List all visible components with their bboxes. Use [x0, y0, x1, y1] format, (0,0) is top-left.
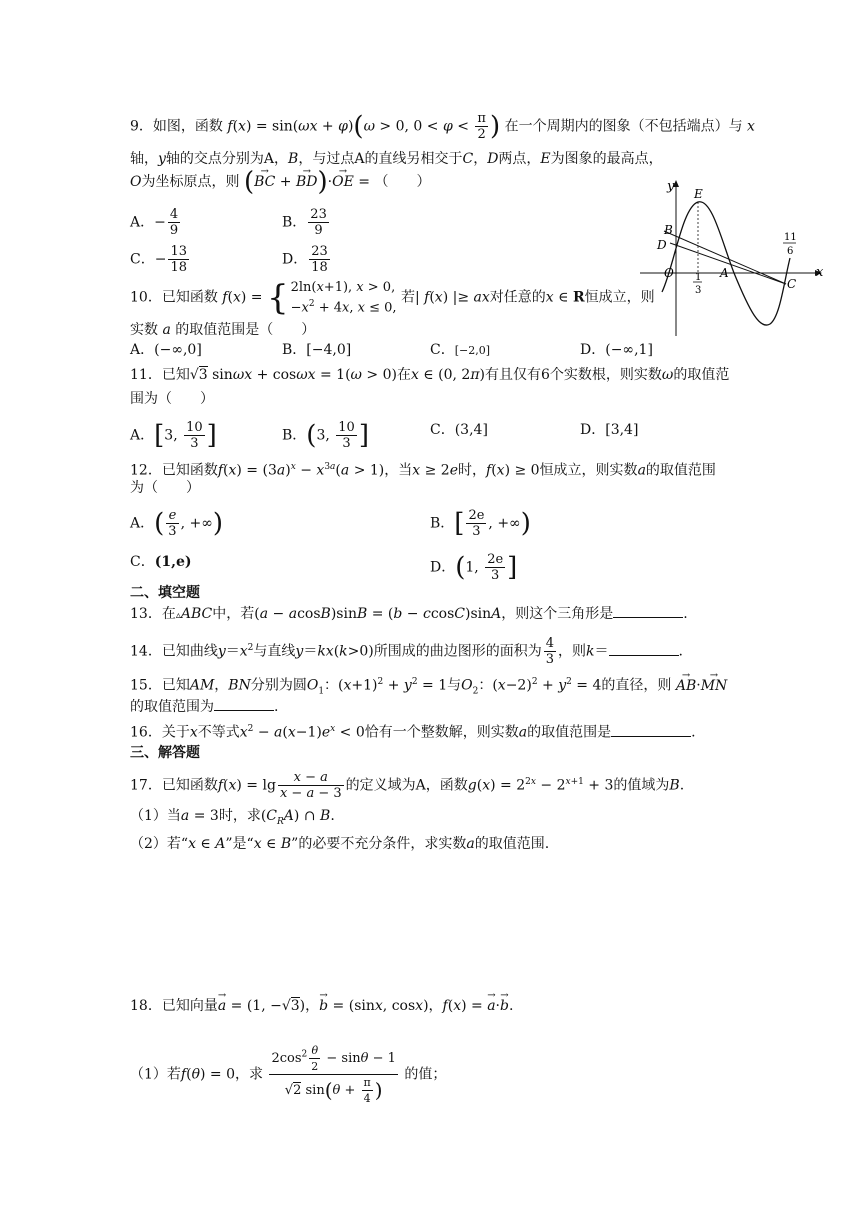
- q12-option-c[interactable]: C．(1,e): [130, 554, 192, 570]
- q9-option-a[interactable]: A．− $\frac{4}{9}$: [130, 207, 179, 238]
- q12-line1: 12．已知函数$f(x) = (3a)^x - x^{3a}(a > 1)$，当x ≥ 2e时，f(x) ≥ 0恒成立，则实数a的取值范围: [130, 462, 716, 479]
- q11-line2: 围为（ ）: [130, 391, 214, 407]
- q18-line1: 18．已知向量→ a = (1, −√3)，→ b = (sinx, cosx)，f(x) = → a·→ b.: [130, 996, 513, 1016]
- q10-option-c[interactable]: C．[−2,0]: [430, 342, 491, 358]
- q17-part1: （1）当a = 3时，求$(C_RA)$ ∩ B.: [130, 808, 335, 827]
- label-c: C: [787, 277, 797, 291]
- q9-option-c[interactable]: C．− $\frac{13}{18}$: [130, 244, 187, 275]
- q17-line1: 17．已知函数f(x) = lg $\frac{x - a}{x - a - 3}$ 的定义域为A，函数$g(x) = 2^{2x} - 2^{x+1} + 3$的值域为B.: [130, 770, 685, 801]
- q13-line: 13．在▵ABC中，若(a − acosB)sinB = (b − ccosC)sinA，则这个三角形是 .: [130, 603, 688, 626]
- q11-option-d[interactable]: D．[3,4]: [580, 422, 639, 438]
- y-label: y: [667, 179, 675, 194]
- sine-curve: [662, 202, 790, 325]
- q10-line2: 实数 a 的取值范围是（ ）: [130, 322, 316, 338]
- q9-line1: 9．如图，函数 f(x) = sin(ωx + φ)(ω > 0, 0 < φ < $\frac{\pi}{2}$ ) 在一个周期内的图象（不包括端点）与 x: [130, 111, 755, 142]
- q10-option-b[interactable]: B．[−4,0]: [282, 342, 352, 358]
- section-fill-in-heading: 二、填空题: [130, 585, 200, 601]
- label-b: B: [664, 223, 673, 237]
- q14-line: 14．已知曲线$y=x^2$与直线y＝kx(k>0)所围成的曲边图形的面积为 $\frac{4}{3}$ ，则k＝ .: [130, 636, 683, 667]
- q11-option-b[interactable]: B．(3, $\frac{10}{3}$ ]: [282, 420, 369, 451]
- q10-option-d[interactable]: D．(−∞,1]: [580, 342, 653, 358]
- section-solve-heading: 三、解答题: [130, 745, 200, 761]
- q16-answer-blank[interactable]: [611, 722, 691, 737]
- tick-eleven: 11: [784, 232, 797, 243]
- q10-line1: 10．已知函数 f(x) = { 2ln(x+1), x > 0, $-x^2 + 4x$, x ≤ 0, 若| f(x) |≥ ax对任意的x ∈ R恒成立，则: [130, 277, 655, 318]
- label-e: E: [694, 187, 703, 201]
- q11-option-c[interactable]: C．(3,4]: [430, 422, 488, 438]
- q9-line3: O为坐标原点，则 (→ BC + → BD)·→ OE = （ ）: [130, 172, 430, 192]
- q15-line1: 15．已知AM，BN分别为圆$O_1$：$(x+1)^2 + y^2 = 1$与$O_2$：$(x-2)^2 + y^2 = 4$的直径，则 → AB·→ MN: [130, 672, 727, 701]
- q10-option-a[interactable]: A．(−∞,0]: [130, 342, 202, 358]
- q12-line2: 为（ ）: [130, 480, 200, 496]
- q12-option-b[interactable]: B．[ $\frac{2e}{3}$ , +∞): [430, 508, 531, 539]
- q9-line2: 轴，y轴的交点分别为A，B，与过点A的直线另相交于C，D两点，E为图象的最高点，: [130, 151, 663, 167]
- q9-option-d[interactable]: D． $\frac{23}{18}$: [282, 244, 328, 275]
- q9-option-b[interactable]: B． $\frac{23}{9}$: [282, 207, 327, 238]
- label-a: A: [720, 266, 729, 280]
- tick-six: 6: [787, 246, 794, 257]
- q15-answer-blank[interactable]: [214, 696, 274, 711]
- q17-part2: （2）若“x ∈ A”是“x ∈ B”的必要不充分条件，求实数a的取值范围.: [130, 836, 550, 852]
- q16-line: 16．关于x不等式$x^2 - a(x-1)e^x < 0$恰有一个整数解，则实数a的取值范围是 .: [130, 719, 696, 743]
- q14-answer-blank[interactable]: [609, 641, 679, 656]
- tick-three: 3: [695, 285, 702, 296]
- q12-option-a[interactable]: A．( $\frac{e}{3}$ , +∞): [130, 508, 224, 539]
- q9-graph: [632, 172, 832, 340]
- q13-answer-blank[interactable]: [613, 603, 683, 618]
- q11-option-a[interactable]: A．[3, $\frac{10}{3}$ ]: [130, 420, 217, 451]
- x-label: x: [816, 265, 824, 280]
- q15-line2: 的取值范围为 .: [130, 696, 278, 717]
- tick-one: 1: [695, 272, 702, 283]
- q12-option-d[interactable]: D．(1, $\frac{2e}{3}$ ]: [430, 552, 518, 583]
- label-d: D: [657, 238, 667, 252]
- q11-line1: 11．已知√3 sinωx + cosωx = 1(ω > 0)在x ∈ (0, 2π)有且仅有6个实数根，则实数ω的取值范: [130, 367, 730, 383]
- q18-part1: （1）若f(θ) = 0，求 $2\cos^2$ $\frac{\theta}{2}$ − sinθ − 1 √2 sin(θ + $\frac{\pi}{4}$ ) 的值；: [130, 1044, 447, 1105]
- label-o: O: [664, 266, 674, 280]
